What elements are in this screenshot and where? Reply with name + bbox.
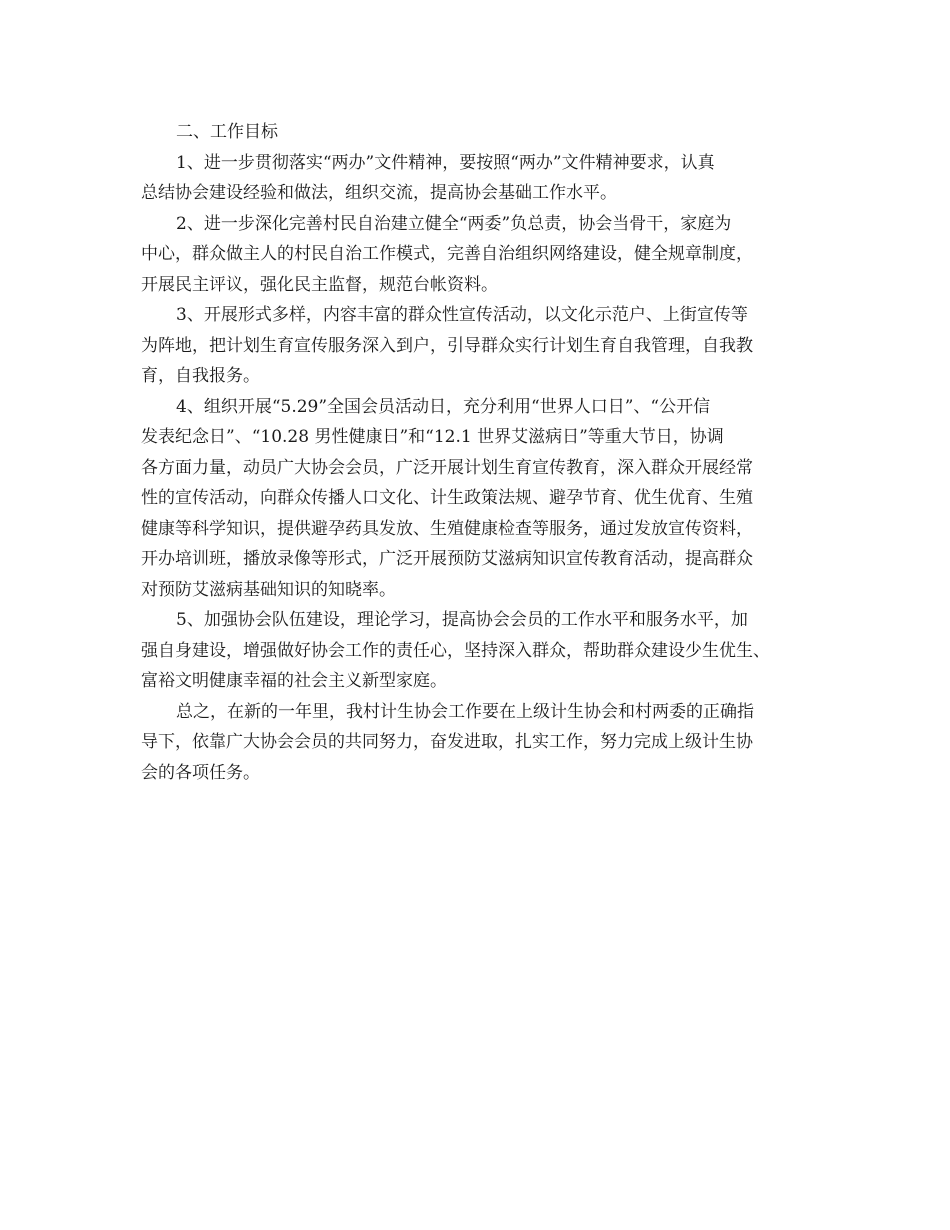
paragraph-line: 总之，在新的一年里，我村计生协会工作要在上级计生协会和村两委的正确指 xyxy=(176,701,754,722)
paragraph-1 xyxy=(141,148,821,209)
paragraph-line: 中心，群众做主人的村民自治工作模式，完善自治组织网络建设，健全规章制度， xyxy=(141,244,753,264)
paragraph-line: 强自身建设，增强做好协会工作的责任心，坚持深入群众，帮助群众建设少生优生、 xyxy=(141,640,770,661)
paragraph-line: 1、进一步贯彻落实“两办”文件精神，要按照“两办”文件精神要求，认真 xyxy=(176,152,715,173)
document-body xyxy=(141,117,821,788)
paragraph-line: 开办培训班，播放录像等形式，广泛开展预防艾滋病知识宣传教育活动，提高群众 xyxy=(141,549,753,569)
section-heading: 二、工作目标 xyxy=(176,122,278,142)
paragraph-line: 对预防艾滋病基础知识的知晓率。 xyxy=(141,579,396,600)
paragraph-3 xyxy=(141,300,821,392)
paragraph-line: 总结协会建设经验和做法，组织交流，提高协会基础工作水平。 xyxy=(141,183,617,203)
paragraph-conclusion xyxy=(141,697,821,789)
paragraph-line: 性的宣传活动，向群众传播人口文化、计生政策法规、避孕节育、优生优育、生殖 xyxy=(141,488,753,508)
paragraph-2 xyxy=(141,209,821,301)
paragraph-line: 2、进一步深化完善村民自治建立健全“两委”负总责，协会当骨干，家庭为 xyxy=(176,213,732,234)
paragraph-line: 各方面力量，动员广大协会会员，广泛开展计划生育宣传教育，深入群众开展经常 xyxy=(141,457,753,478)
paragraph-4 xyxy=(141,392,821,606)
paragraph-line: 4、组织开展“5.29”全国会员活动日，充分利用“世界人口日”、“公开信 xyxy=(176,396,711,417)
paragraph-line: 会的各项任务。 xyxy=(141,762,260,783)
paragraph-line: 为阵地，把计划生育宣传服务深入到户，引导群众实行计划生育自我管理，自我教 xyxy=(141,335,753,356)
paragraph-5 xyxy=(141,605,821,697)
paragraph-line: 富裕文明健康幸福的社会主义新型家庭。 xyxy=(141,671,447,691)
paragraph-line: 育，自我报务。 xyxy=(141,366,260,386)
paragraph-line: 发表纪念日”、“10.28 男性健康日”和“12.1 世界艾滋病日”等重大节日，协调 xyxy=(141,427,724,447)
paragraph-line: 健康等科学知识，提供避孕药具发放、生殖健康检查等服务，通过发放宣传资料， xyxy=(141,518,753,539)
paragraph-line: 5、加强协会队伍建设，理论学习，提高协会会员的工作水平和服务水平，加 xyxy=(176,610,748,630)
paragraph-line: 导下，依靠广大协会会员的共同努力，奋发进取，扎实工作，努力完成上级计生协 xyxy=(141,732,753,752)
paragraph-line: 开展民主评议，强化民主监督，规范台帐资料。 xyxy=(141,274,498,295)
paragraph-line: 3、开展形式多样，内容丰富的群众性宣传活动，以文化示范户、上街宣传等 xyxy=(176,305,748,325)
